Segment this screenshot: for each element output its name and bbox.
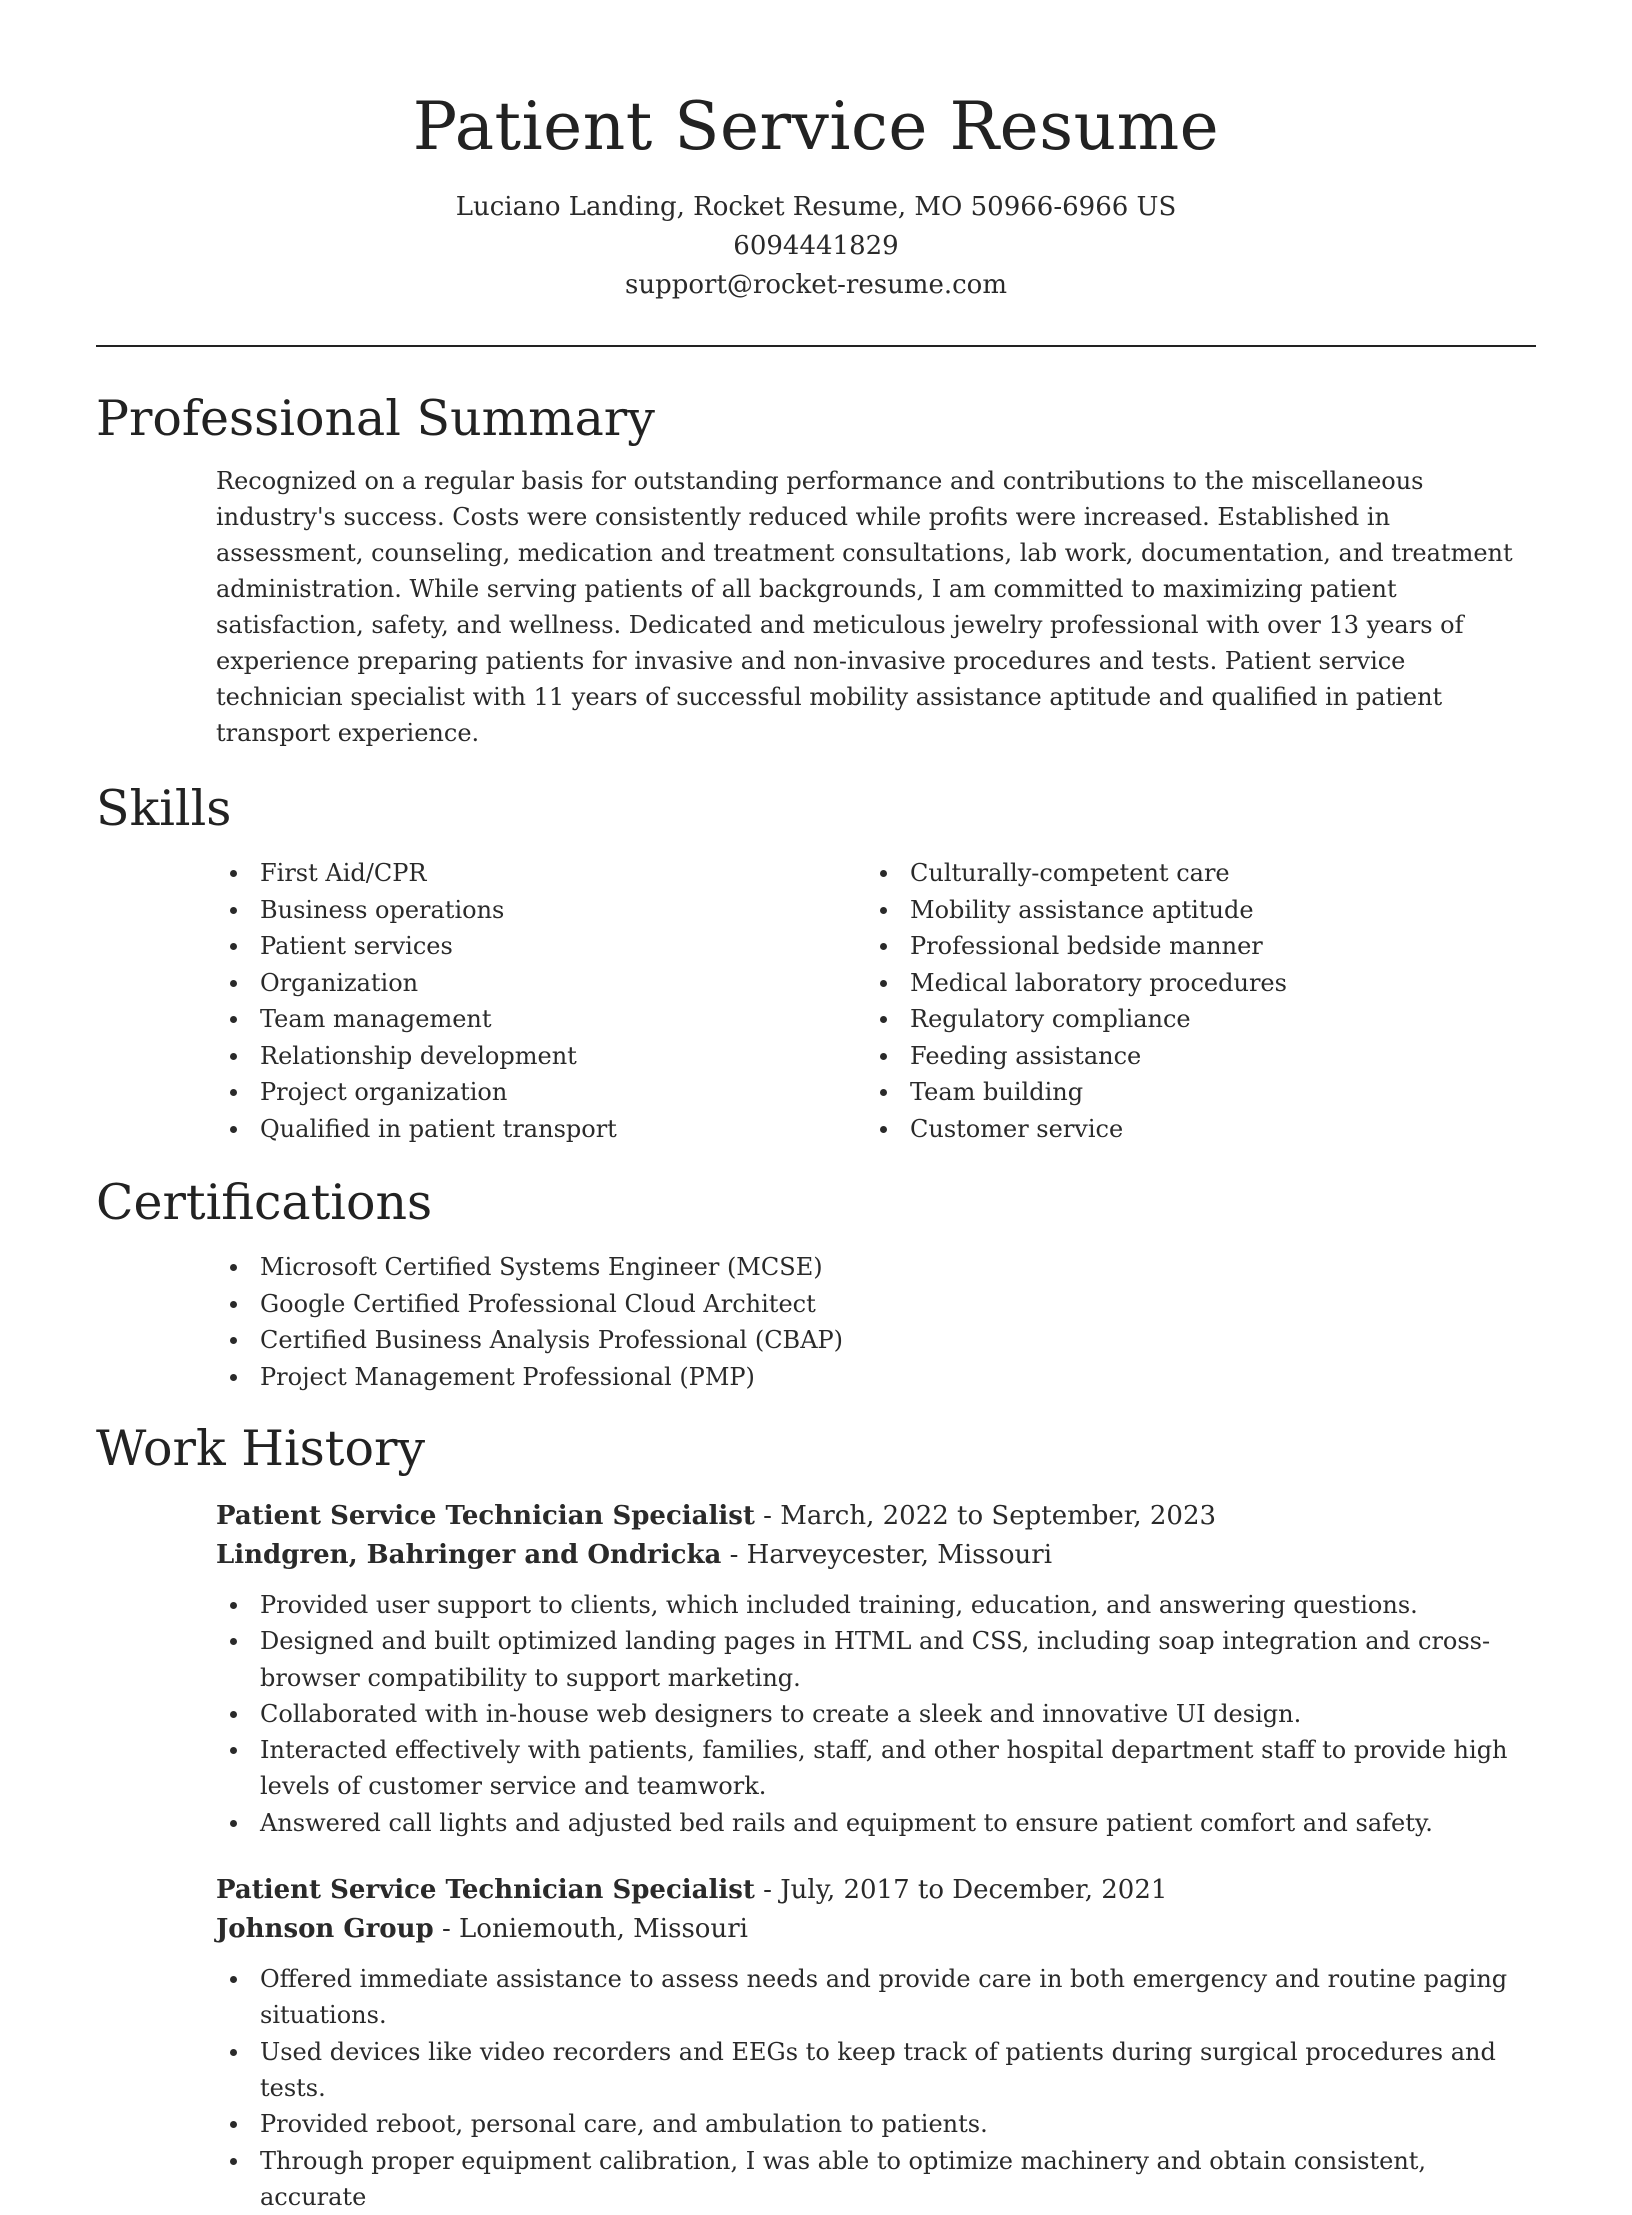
job-title-line: [216, 1497, 1536, 1536]
certification-item: Microsoft Certified Systems Engineer (MCSE): [216, 1249, 1536, 1286]
job-title: Patient Service Technician Specialist: [216, 1501, 755, 1531]
certification-item: Project Management Professional (PMP): [216, 1359, 1536, 1396]
skills-list-right: [866, 855, 1516, 1147]
job-entry: [216, 1497, 1536, 1841]
skill-item: Organization: [216, 965, 866, 1002]
job-company-line: [216, 1910, 1536, 1949]
summary-text: Recognized on a regular basis for outstanding performance and contributions to the miscellaneous industry's success. Costs were consistently reduced while profits were increased. Established in assessment, counseling, medication and treatment consultations, lab work, documentation, and treatment administration. While serving patients of all backgrounds, I am committed to maximizing patient satisfaction, safety, and wellness. Dedicated and meticulous jewelry professional with over 13 years of experience preparing patients for invasive and non-invasive procedures and tests. Patient service technician specialist with 11 years of successful mobility assistance aptitude and qualified in patient transport experience.: [216, 467, 1513, 747]
job-duty: Offered immediate assistance to assess needs and provide care in both emergency and routine paging situations.: [216, 1961, 1536, 2034]
job-title: Patient Service Technician Specialist: [216, 1875, 755, 1906]
section-title-work-history: Work History: [96, 1420, 426, 1477]
job-company: Lindgren, Bahringer and Ondricka: [216, 1540, 722, 1570]
job-duties-list: [216, 1961, 1536, 2215]
skill-item: First Aid/CPR: [216, 855, 866, 892]
skill-item: Medical laboratory procedures: [866, 965, 1516, 1002]
skill-item: Business operations: [216, 892, 866, 929]
skill-item: Qualified in patient transport: [216, 1111, 866, 1148]
certification-item: Certified Business Analysis Professional (CBAP): [216, 1322, 1536, 1359]
skill-item: Team management: [216, 1001, 866, 1038]
job-duty: Provided user support to clients, which included training, education, and answering questions.: [216, 1587, 1536, 1623]
job-dates: - March, 2022 to September, 2023: [754, 1501, 1217, 1531]
contact-email: support@rocket-resume.com: [624, 270, 1007, 300]
contact-block: [96, 188, 1536, 305]
skills-list-left: [216, 855, 866, 1147]
resume-header: [96, 0, 1536, 305]
job-company-line: [216, 1536, 1536, 1575]
section-title-certifications: Certifications: [96, 1174, 433, 1231]
job-location: - Loniemouth, Missouri: [433, 1914, 748, 1945]
job-duty: Through proper equipment calibration, I was able to optimize machinery and obtain consistent, accurate: [216, 2143, 1536, 2215]
skill-item: Team building: [866, 1074, 1516, 1111]
section-title-skills: Skills: [96, 780, 232, 837]
job-dates: - July, 2017 to December, 2021: [754, 1875, 1168, 1906]
job-company: Johnson Group: [216, 1914, 434, 1945]
skill-item: Culturally-competent care: [866, 855, 1516, 892]
skill-item: Mobility assistance aptitude: [866, 892, 1516, 929]
skill-item: Regulatory compliance: [866, 1001, 1516, 1038]
job-duties-list: [216, 1587, 1536, 1841]
resume-title: Patient Service Resume: [412, 88, 1220, 165]
job-duty: Designed and built optimized landing pages in HTML and CSS, including soap integration and cross-browser compatibility to support marketing.: [216, 1623, 1536, 1696]
job-duty: Collaborated with in-house web designers to create a sleek and innovative UI design.: [216, 1696, 1536, 1732]
header-divider: [96, 345, 1536, 347]
skills-columns: [216, 855, 1536, 1147]
job-duty: Used devices like video recorders and EEGs to keep track of patients during surgical procedures and tests.: [216, 2034, 1536, 2107]
job-location: - Harveycester, Missouri: [721, 1540, 1053, 1570]
skill-item: Feeding assistance: [866, 1038, 1516, 1075]
skill-item: Relationship development: [216, 1038, 866, 1075]
contact-address: Luciano Landing, Rocket Resume, MO 50966-6966 US: [455, 192, 1177, 222]
skill-item: Customer service: [866, 1111, 1516, 1148]
skill-item: Project organization: [216, 1074, 866, 1111]
certifications-list: [216, 1249, 1536, 1395]
job-duty: Interacted effectively with patients, families, staff, and other hospital department staff to provide high levels of customer service and teamwork.: [216, 1732, 1536, 1805]
job-entry: [216, 1871, 1536, 2215]
job-duty: Answered call lights and adjusted bed rails and equipment to ensure patient comfort and safety.: [216, 1805, 1536, 1841]
section-title-summary: Professional Summary: [96, 390, 655, 447]
skill-item: Professional bedside manner: [866, 928, 1516, 965]
job-title-line: [216, 1871, 1536, 1910]
job-duty: Provided reboot, personal care, and ambulation to patients.: [216, 2106, 1536, 2142]
skill-item: Patient services: [216, 928, 866, 965]
certification-item: Google Certified Professional Cloud Architect: [216, 1286, 1536, 1323]
contact-phone: 6094441829: [733, 231, 899, 261]
